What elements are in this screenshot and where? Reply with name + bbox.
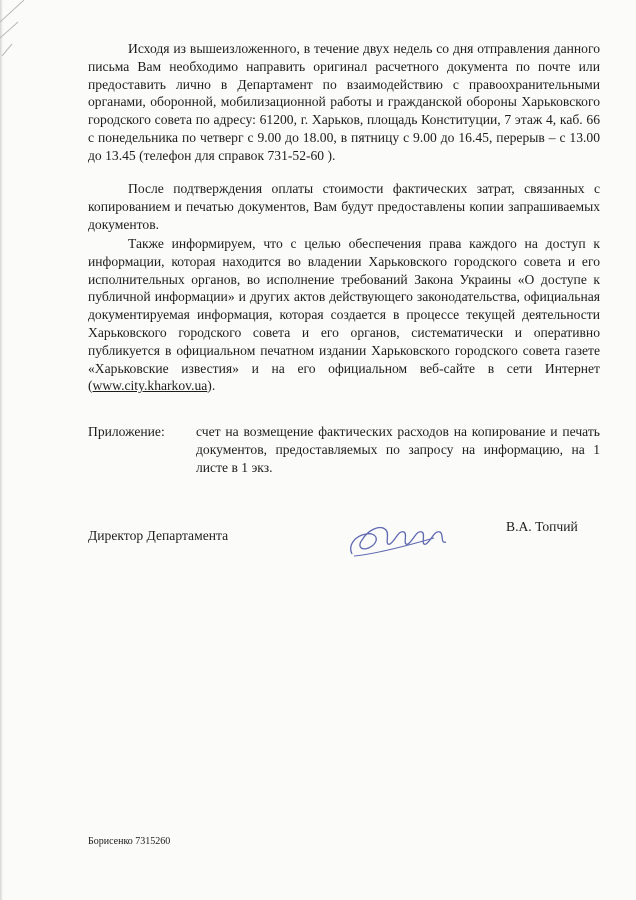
paragraph-text: Исходя из вышеизложенного, в течение двух недель со дня отправления данного письма Вам необходимо направить оригинал расчетного документа по почте или предоставить лично в Департамент по взаимодействию с правоохранительными органами, оборонной, мобилизационной работы и гражданской обороны Харьковского городского совета по адресу: 61200, г. Харьков, площадь Конституции, 7 этаж 4, каб. 66 с понедельника по четверг с 9.00 до 18.00, в пятницу с 9.00 до 16.45, перерыв – с 13.00 до 13.45 (телефон для справок 731-52-60 ). bbox=[88, 41, 600, 163]
signatory-title: Директор Департамента bbox=[88, 528, 229, 543]
scan-edge-shadow bbox=[0, 0, 3, 900]
paragraph-text-end: ). bbox=[207, 378, 216, 394]
paragraph-copies-provision bbox=[88, 180, 600, 233]
signatory-name: В.А. Топчий bbox=[506, 519, 578, 534]
paragraph-text: Также информируем, что с целью обеспечения права каждого на доступ к информации, которая находится во владении Харьковского городского совета и его исполнительных органов, во исполнение требований Закона Украины «О доступе к публичной информации» и других актов действующего законодательства, официальная документируемая информация, которая создается в процессе текущей деятельности Харьковского городского совета и его органов, систематически и оперативно публикуется в официальном печатном издании Харьковского городского совета газете «Харьковские известия» и на его официальном веб-сайте в сети Интернет ( bbox=[88, 236, 600, 394]
paragraph-public-information bbox=[88, 235, 600, 395]
paragraph-submission-instructions bbox=[88, 40, 600, 165]
paragraph-text: После подтверждения оплаты стоимости фактических затрат, связанных с копированием и печатью документов, Вам будут предоставлены копии запрашиваемых документов. bbox=[88, 181, 600, 232]
attachment-label: Приложение: bbox=[88, 424, 165, 439]
handwritten-signature bbox=[346, 516, 454, 562]
scan-corner-mark bbox=[0, 0, 30, 56]
attachment-description: счет на возмещение фактических расходов на копирование и печать документов, предоставляемых по запросу на информацию, на 1 листе в 1 экз. bbox=[196, 424, 600, 475]
executor-footer: Борисенко 7315260 bbox=[88, 836, 171, 847]
city-website-link[interactable]: www.city.kharkov.ua bbox=[92, 378, 208, 394]
